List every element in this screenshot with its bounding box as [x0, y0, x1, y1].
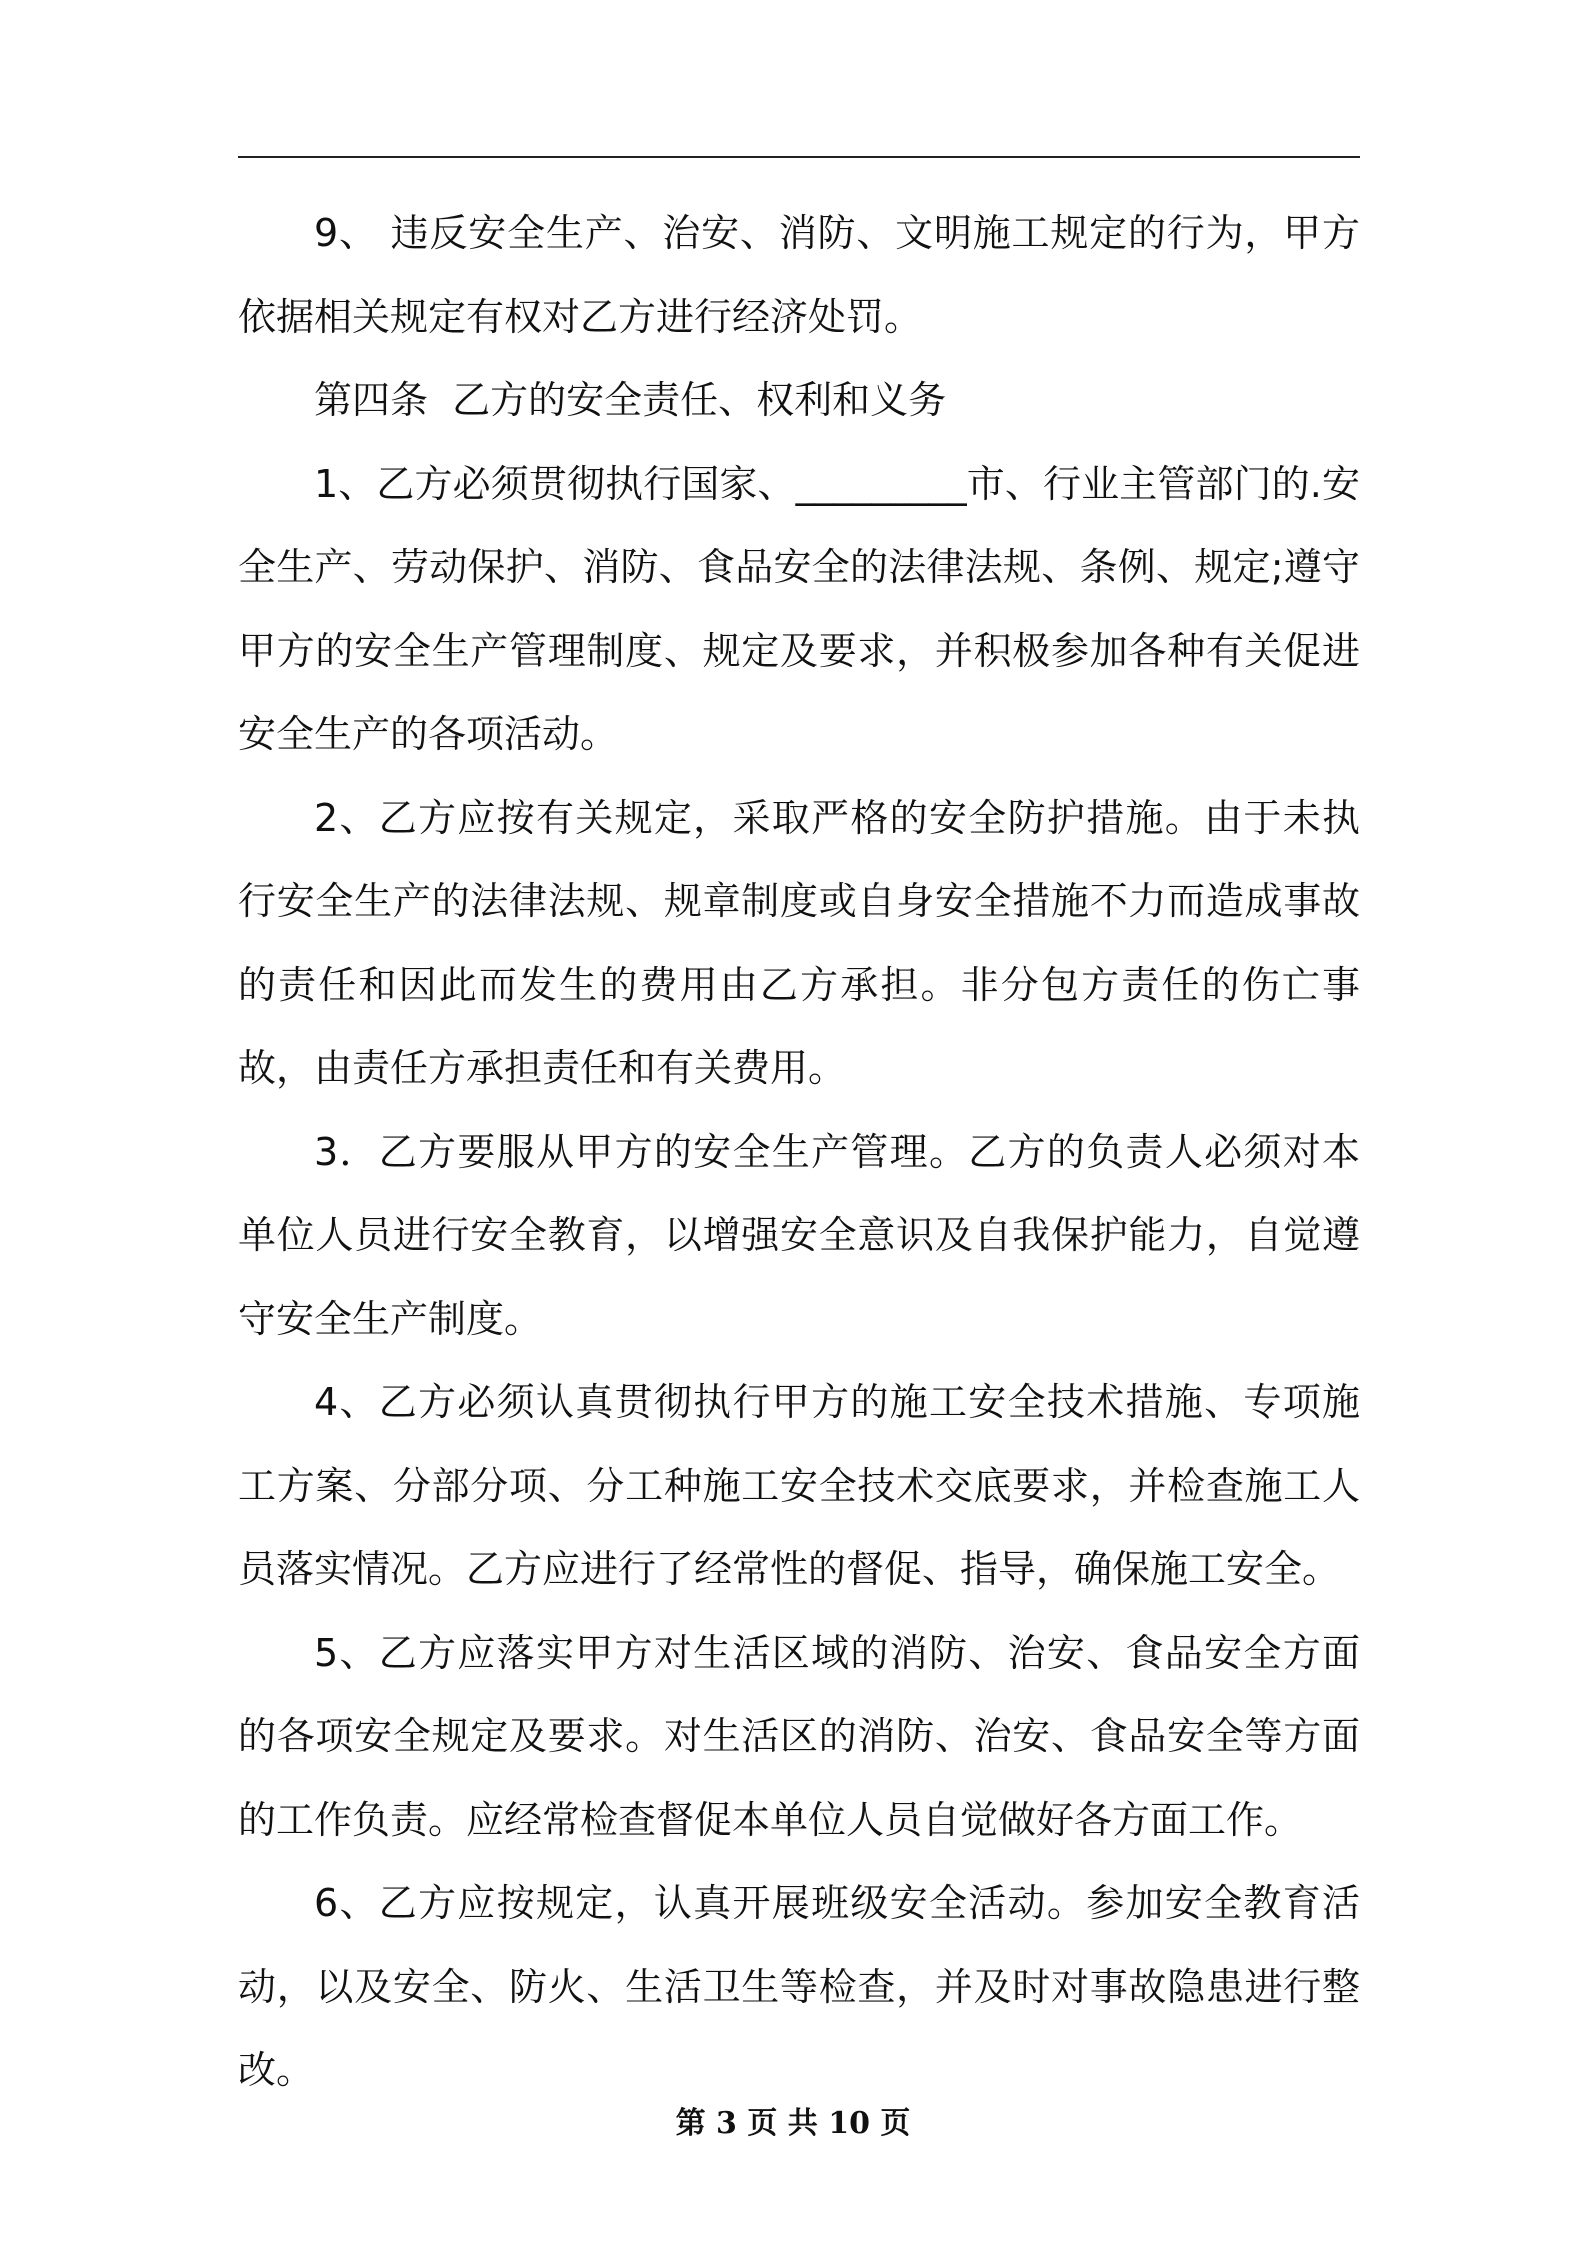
clause-9-paragraph: 9、 违反安全生产、治安、消防、文明施工规定的行为，甲方依据相关规定有权对乙方进行经济处罚。 — [238, 211, 1360, 339]
clause-5-paragraph: 5、乙方应落实甲方对生活区域的消防、治安、食品安全方面的各项安全规定及要求。对生活区的消防、治安、食品安全等方面的工作负责。应经常检查督促本单位人员自觉做好各方面工作。 — [238, 1630, 1360, 1842]
clause-6-paragraph: 6、乙方应按规定，认真开展班级安全活动。参加安全教育活动，以及安全、防火、生活卫生等检查，并及时对事故隐患进行整改。 — [238, 1881, 1360, 2092]
clause-2-paragraph: 2、乙方应按有关规定，采取严格的安全防护措施。由于未执行安全生产的法律法规、规章制度或自身安全措施不力而造成事故的责任和因此而发生的费用由乙方承担。非分包方责任的伤亡事故，由责任方承担责任和有关费用。 — [238, 795, 1360, 1090]
article-4-heading: 第四条 乙方的安全责任、权利和义务 — [314, 378, 947, 422]
document-body — [238, 192, 1360, 2113]
clause-1-paragraph: 1、乙方必须贯彻执行国家、_________市、行业主管部门的.安全生产、劳动保护、消防、食品安全的法律法规、条例、规定;遵守甲方的安全生产管理制度、规定及要求，并积极参加各种有关促进安全生产的各项活动。 — [238, 461, 1360, 756]
clause-3-paragraph: 3．乙方要服从甲方的安全生产管理。乙方的负责人必须对本单位人员进行安全教育，以增强安全意识及自我保护能力，自觉遵守安全生产制度。 — [238, 1129, 1360, 1341]
clause-4-paragraph: 4、乙方必须认真贯彻执行甲方的施工安全技术措施、专项施工方案、分部分项、分工种施工安全技术交底要求，并检查施工人员落实情况。乙方应进行了经常性的督促、指导，确保施工安全。 — [238, 1380, 1360, 1591]
header-rule — [238, 156, 1360, 158]
page-number: 第 3 页 共 10 页 — [675, 2106, 911, 2141]
